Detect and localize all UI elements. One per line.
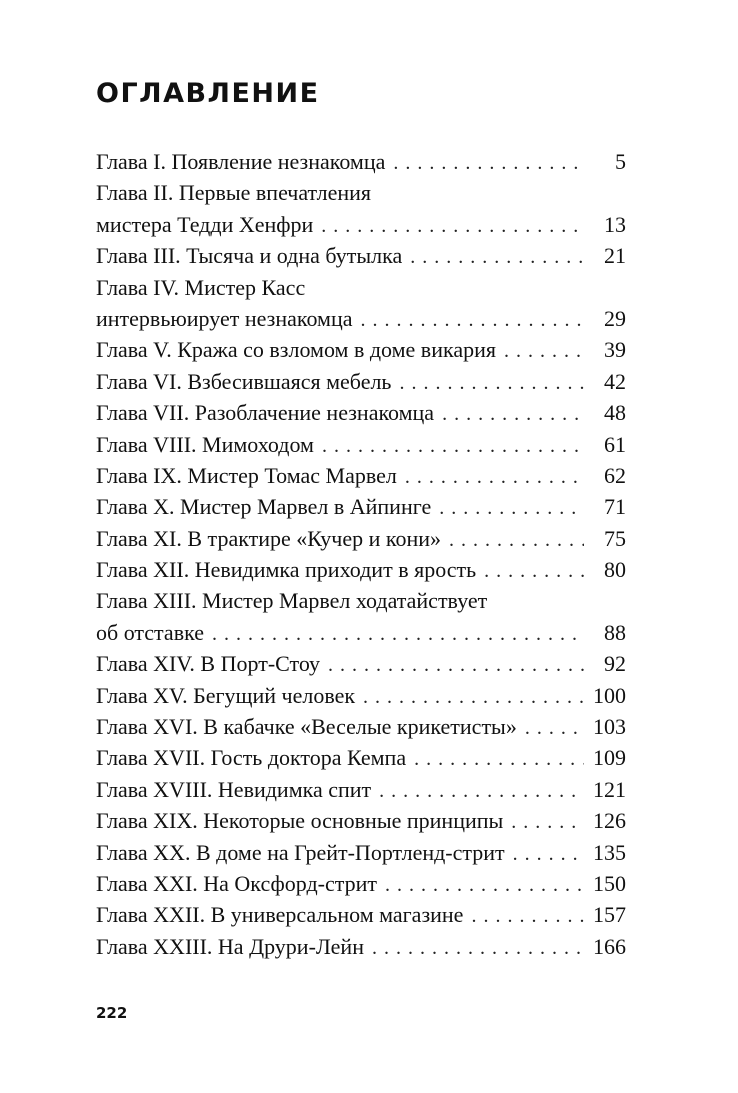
toc-entry-page: 100 [593, 682, 626, 708]
toc-entry-row [96, 460, 626, 491]
toc-entry-row [96, 837, 626, 868]
toc-entry-page: 75 [604, 525, 626, 551]
toc-heading: ОГЛАВЛЕНИЕ [96, 78, 320, 109]
dot-leader [363, 682, 584, 713]
toc-entry-row [96, 742, 626, 773]
toc-entry-title: Глава XV. Бегущий человек [96, 682, 356, 708]
toc-entry [96, 774, 626, 805]
toc-entry-page: 121 [593, 776, 626, 802]
dot-leader [372, 933, 584, 964]
toc-entry [96, 397, 626, 428]
toc-entry-title-line: Глава II. Первые впечатления [96, 180, 372, 206]
toc-entry [96, 491, 626, 522]
toc-entry-title: Глава XIX. Некоторые основные принципы [96, 808, 504, 834]
toc-entry-title: Глава VI. Взбесившаяся мебель [96, 368, 392, 394]
toc-entry-page: 5 [615, 149, 626, 174]
toc-entry-page: 150 [593, 870, 626, 896]
toc-entry-title: Глава XVIII. Невидимка спит [96, 776, 372, 802]
toc-entry-page: 62 [604, 462, 626, 488]
dot-leader [513, 839, 584, 870]
dot-leader [525, 713, 584, 744]
toc-entry-page: 88 [604, 619, 626, 645]
toc-entry-row [96, 617, 626, 648]
dot-leader [328, 650, 584, 681]
toc-entry-title-line: Глава XIII. Мистер Марвел ходатайствует [96, 588, 488, 614]
toc-entry-page: 61 [604, 431, 626, 457]
toc-entry-title: Глава XVII. Гость доктора Кемпа [96, 745, 407, 771]
dot-leader [511, 807, 584, 838]
toc-entry [96, 429, 626, 460]
toc-entry-title: Глава XII. Невидимка приходит в ярость [96, 557, 477, 583]
dot-leader [379, 776, 584, 807]
toc-entry [96, 523, 626, 554]
dot-leader [393, 148, 584, 179]
dot-leader [212, 619, 584, 650]
toc-entry [96, 272, 626, 335]
toc-entry [96, 146, 626, 177]
toc-entry-row [96, 397, 626, 428]
toc-entry-title: Глава IX. Мистер Томас Марвел [96, 462, 397, 488]
toc-list [96, 146, 626, 962]
toc-entry [96, 648, 626, 679]
toc-entry [96, 931, 626, 962]
toc-entry-row [96, 554, 626, 585]
toc-entry-row [96, 523, 626, 554]
toc-entry [96, 460, 626, 491]
page-number: 222 [96, 1004, 128, 1022]
toc-entry-row [96, 303, 626, 334]
toc-entry-page: 157 [593, 902, 626, 928]
toc-entry-title: Глава XX. В доме на Грейт-Портленд-стрит [96, 839, 505, 865]
dot-leader [484, 556, 584, 587]
toc-entry-title: Глава VII. Разоблачение незнакомца [96, 400, 435, 426]
toc-entry [96, 585, 626, 648]
dot-leader [321, 211, 584, 242]
toc-entry-page: 109 [593, 745, 626, 771]
toc-entry-title-line: Глава IV. Мистер Касс [96, 274, 306, 300]
toc-entry-row [96, 648, 626, 679]
toc-entry [96, 177, 626, 240]
dot-leader [471, 901, 584, 932]
toc-entry-row [96, 899, 626, 930]
toc-entry-row [96, 805, 626, 836]
toc-entry [96, 240, 626, 271]
toc-entry-row [96, 334, 626, 365]
toc-entry [96, 868, 626, 899]
toc-entry-title: Глава X. Мистер Марвел в Айпинге [96, 494, 432, 520]
toc-entry-page: 92 [604, 651, 626, 677]
toc-entry-title: Глава VIII. Мимоходом [96, 431, 314, 457]
toc-entry-page: 13 [604, 211, 626, 237]
toc-entry-title: Глава XI. В трактире «Кучер и кони» [96, 525, 441, 551]
toc-entry-page: 48 [604, 400, 626, 426]
toc-entry-page: 39 [604, 337, 626, 363]
toc-entry-row [96, 209, 626, 240]
dot-leader [399, 368, 584, 399]
dot-leader [449, 525, 584, 556]
toc-entry [96, 554, 626, 585]
dot-leader [410, 242, 584, 273]
toc-entry-row [96, 146, 626, 177]
toc-entry-title: Глава XXII. В универсальном магазине [96, 902, 464, 928]
toc-entry [96, 742, 626, 773]
toc-entry-page: 126 [593, 808, 626, 834]
toc-entry [96, 680, 626, 711]
toc-entry-title: Глава XXIII. На Друри-Лейн [96, 933, 364, 959]
toc-entry [96, 837, 626, 868]
toc-entry-page: 135 [593, 839, 626, 865]
toc-entry-page: 29 [604, 305, 626, 331]
toc-entry [96, 899, 626, 930]
toc-entry-page: 42 [604, 368, 626, 394]
toc-entry-row [96, 774, 626, 805]
toc-entry-row [96, 931, 626, 962]
dot-leader [322, 431, 584, 462]
toc-entry-title: мистера Тедди Хенфри [96, 211, 314, 237]
toc-entry-row [96, 711, 626, 742]
toc-entry-title: Глава XIV. В Порт-Стоу [96, 651, 321, 677]
dot-leader [442, 399, 584, 430]
dot-leader [361, 305, 584, 336]
toc-entry-page: 103 [593, 714, 626, 740]
toc-entry-page: 80 [604, 557, 626, 583]
toc-entry [96, 366, 626, 397]
toc-entry-row [96, 680, 626, 711]
toc-entry-title: Глава III. Тысяча и одна бутылка [96, 243, 403, 269]
dot-leader [439, 493, 584, 524]
toc-entry-title: Глава V. Кража со взломом в доме викария [96, 337, 496, 363]
toc-entry-row [96, 366, 626, 397]
toc-entry-page: 71 [604, 494, 626, 520]
toc-entry-title: интервьюирует незнакомца [96, 305, 353, 331]
toc-entry-title: Глава I. Появление незнакомца [96, 149, 386, 174]
toc-entry-row [96, 868, 626, 899]
dot-leader [504, 336, 584, 367]
toc-entry-title: Глава XXI. На Оксфорд-стрит [96, 870, 378, 896]
toc-entry-row [96, 429, 626, 460]
toc-entry [96, 711, 626, 742]
dot-leader [405, 462, 584, 493]
toc-entry-row [96, 491, 626, 522]
toc-entry [96, 805, 626, 836]
toc-entry [96, 334, 626, 365]
toc-entry-title: об отставке [96, 619, 204, 645]
dot-leader [385, 870, 584, 901]
dot-leader [414, 744, 584, 775]
toc-entry-title: Глава XVI. В кабачке «Веселые крикетисты» [96, 714, 517, 740]
toc-entry-page: 166 [593, 933, 626, 959]
toc-entry-row [96, 240, 626, 271]
toc-entry-page: 21 [604, 243, 626, 269]
